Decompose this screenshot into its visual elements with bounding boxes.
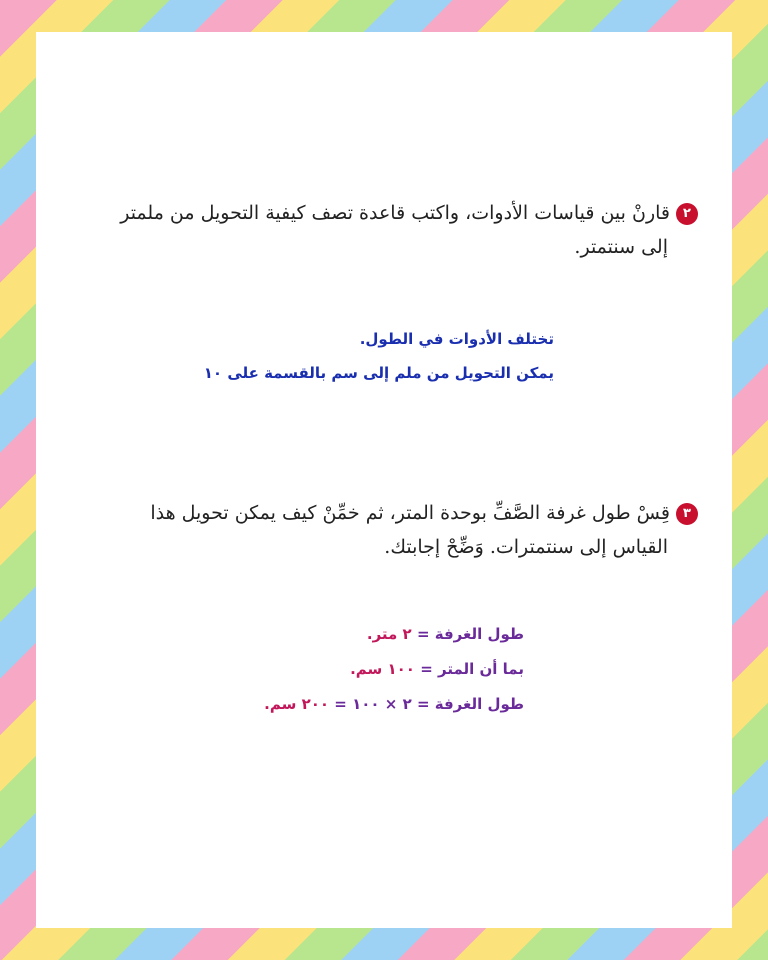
answer-2-line-1: تختلف الأدوات في الطول. (359, 330, 554, 348)
question-3 (98, 496, 698, 564)
answer-3-value-2: ١٠٠ سم. (350, 660, 415, 678)
question-number-badge: ٣ (676, 503, 698, 525)
question-2-line-1 (98, 196, 698, 230)
answer-3-label-1: طول الغرفة = (416, 625, 524, 643)
question-3-text-1: قِسْ طول غرفة الصَّفِّ بوحدة المتر، ثم خمِّنْ كيف يمكن تحويل هذا (150, 502, 670, 524)
answer-3-label-3: طول الغرفة = ٢ × ١٠٠ = (334, 695, 524, 713)
answer-2 (204, 322, 554, 390)
answer-3-value-3: ٢٠٠ سم. (264, 695, 330, 713)
answer-3-label-2: بما أن المتر = (420, 660, 524, 678)
answer-3-line-2 (264, 652, 524, 687)
question-2 (98, 196, 698, 264)
question-number-badge: ٢ (676, 203, 698, 225)
question-2-text-2: إلى سنتمتر. (574, 236, 668, 258)
question-2-text-1: قارنْ بين قياسات الأدوات، واكتب قاعدة تصف كيفية التحويل من ملمتر (120, 202, 670, 224)
question-3-line-1 (98, 496, 698, 530)
question-3-text-2: القياس إلى سنتمترات. وَضِّحْ إجابتك. (384, 536, 668, 558)
answer-2-line-2: يمكن التحويل من ملم إلى سم بالقسمة على ١٠ (203, 364, 554, 382)
answer-3-line-3 (264, 687, 524, 722)
answer-3-line-1 (264, 617, 524, 652)
worksheet-page (36, 32, 732, 928)
answer-3 (264, 617, 524, 722)
answer-3-value-1: ٢ متر. (366, 625, 412, 643)
